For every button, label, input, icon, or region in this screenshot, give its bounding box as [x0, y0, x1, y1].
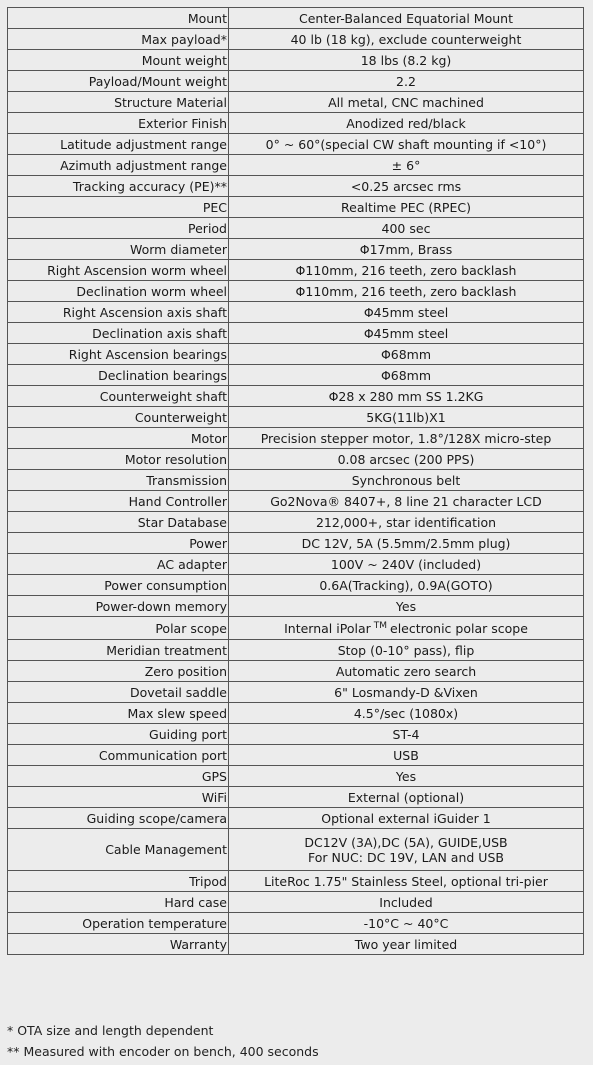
spec-value: Yes — [229, 596, 584, 617]
spec-value: 0° ~ 60°(special CW shaft mounting if <10°) — [229, 134, 584, 155]
spec-row — [8, 512, 584, 533]
spec-value: Φ110mm, 216 teeth, zero backlash — [229, 260, 584, 281]
spec-row — [8, 787, 584, 808]
spec-label: Declination worm wheel — [8, 281, 229, 302]
spec-value: Yes — [229, 766, 584, 787]
spec-label: Dovetail saddle — [8, 682, 229, 703]
spec-row — [8, 323, 584, 344]
spec-label: Max slew speed — [8, 703, 229, 724]
spec-label: Counterweight shaft — [8, 386, 229, 407]
spec-label: Power — [8, 533, 229, 554]
spec-value — [229, 829, 584, 871]
spec-value: 6" Losmandy-D &Vixen — [229, 682, 584, 703]
spec-label: Right Ascension bearings — [8, 344, 229, 365]
spec-label: Guiding scope/camera — [8, 808, 229, 829]
spec-label: Mount — [8, 8, 229, 29]
spec-label: Declination bearings — [8, 365, 229, 386]
spec-row-cable-management — [8, 829, 584, 871]
spec-value: USB — [229, 745, 584, 766]
polar-scope-value-text: Internal iPolar — [284, 620, 371, 636]
spec-label: Exterior Finish — [8, 113, 229, 134]
spec-row — [8, 176, 584, 197]
spec-label: Right Ascension worm wheel — [8, 260, 229, 281]
spec-value: Φ110mm, 216 teeth, zero backlash — [229, 281, 584, 302]
spec-row — [8, 745, 584, 766]
spec-row — [8, 682, 584, 703]
spec-value: Automatic zero search — [229, 661, 584, 682]
spec-label: Meridian treatment — [8, 640, 229, 661]
spec-row — [8, 113, 584, 134]
spec-row — [8, 365, 584, 386]
polar-scope-value-text-rest: electronic polar scope — [390, 620, 528, 636]
spec-value: Precision stepper motor, 1.8°/128X micro-step — [229, 428, 584, 449]
footnote-encoder: ** Measured with encoder on bench, 400 seconds — [7, 1044, 319, 1059]
spec-value: 4.5°/sec (1080x) — [229, 703, 584, 724]
spec-row — [8, 302, 584, 323]
spec-label: Payload/Mount weight — [8, 71, 229, 92]
spec-label: Tripod — [8, 871, 229, 892]
spec-row — [8, 892, 584, 913]
spec-label: Zero position — [8, 661, 229, 682]
spec-row — [8, 386, 584, 407]
spec-label: Polar scope — [8, 617, 229, 640]
spec-value: Φ68mm — [229, 344, 584, 365]
spec-label: AC adapter — [8, 554, 229, 575]
spec-row — [8, 71, 584, 92]
spec-value: Realtime PEC (RPEC) — [229, 197, 584, 218]
spec-row — [8, 134, 584, 155]
spec-label: Declination axis shaft — [8, 323, 229, 344]
spec-row — [8, 407, 584, 428]
footnotes — [7, 1020, 319, 1062]
spec-row — [8, 260, 584, 281]
spec-value: -10°C ~ 40°C — [229, 913, 584, 934]
spec-label: Operation temperature — [8, 913, 229, 934]
spec-value — [229, 617, 584, 640]
spec-value: ST-4 — [229, 724, 584, 745]
spec-row — [8, 491, 584, 512]
spec-label: Structure Material — [8, 92, 229, 113]
spec-row — [8, 766, 584, 787]
spec-value: <0.25 arcsec rms — [229, 176, 584, 197]
spec-row — [8, 533, 584, 554]
spec-row — [8, 913, 584, 934]
spec-label: Star Database — [8, 512, 229, 533]
spec-row — [8, 92, 584, 113]
spec-row — [8, 808, 584, 829]
spec-value: All metal, CNC machined — [229, 92, 584, 113]
spec-row — [8, 155, 584, 176]
spec-value: Φ17mm, Brass — [229, 239, 584, 260]
spec-row — [8, 197, 584, 218]
spec-value: Center-Balanced Equatorial Mount — [229, 8, 584, 29]
spec-row — [8, 724, 584, 745]
spec-row — [8, 554, 584, 575]
spec-value: Φ28 x 280 mm SS 1.2KG — [229, 386, 584, 407]
spec-label: Latitude adjustment range — [8, 134, 229, 155]
spec-label: Communication port — [8, 745, 229, 766]
spec-label: Guiding port — [8, 724, 229, 745]
spec-row — [8, 470, 584, 491]
spec-value: 18 lbs (8.2 kg) — [229, 50, 584, 71]
spec-row — [8, 640, 584, 661]
spec-value: 40 lb (18 kg), exclude counterweight — [229, 29, 584, 50]
spec-value: External (optional) — [229, 787, 584, 808]
spec-label: Tracking accuracy (PE)** — [8, 176, 229, 197]
spec-label: Power consumption — [8, 575, 229, 596]
spec-value: Go2Nova® 8407+, 8 line 21 character LCD — [229, 491, 584, 512]
spec-label: Right Ascension axis shaft — [8, 302, 229, 323]
spec-label: Worm diameter — [8, 239, 229, 260]
spec-value: 400 sec — [229, 218, 584, 239]
spec-row — [8, 934, 584, 955]
spec-value: Φ45mm steel — [229, 323, 584, 344]
spec-label: Hard case — [8, 892, 229, 913]
spec-row — [8, 428, 584, 449]
spec-label: Counterweight — [8, 407, 229, 428]
spec-label: Motor — [8, 428, 229, 449]
spec-value: Two year limited — [229, 934, 584, 955]
spec-value: LiteRoc 1.75" Stainless Steel, optional tri-pier — [229, 871, 584, 892]
spec-label: Power-down memory — [8, 596, 229, 617]
spec-row-polar-scope — [8, 617, 584, 640]
spec-row — [8, 596, 584, 617]
spec-row — [8, 8, 584, 29]
spec-value: Included — [229, 892, 584, 913]
spec-value: Φ68mm — [229, 365, 584, 386]
spec-label: Motor resolution — [8, 449, 229, 470]
spec-label: WiFi — [8, 787, 229, 808]
spec-row — [8, 703, 584, 724]
spec-value: ± 6° — [229, 155, 584, 176]
spec-row — [8, 281, 584, 302]
spec-row — [8, 239, 584, 260]
spec-value: Anodized red/black — [229, 113, 584, 134]
spec-label: Period — [8, 218, 229, 239]
spec-label: Warranty — [8, 934, 229, 955]
footnote-ota: * OTA size and length dependent — [7, 1023, 214, 1038]
spec-value: Φ45mm steel — [229, 302, 584, 323]
spec-row — [8, 871, 584, 892]
spec-value: 212,000+, star identification — [229, 512, 584, 533]
spec-label: Max payload* — [8, 29, 229, 50]
spec-value: Synchronous belt — [229, 470, 584, 491]
spec-row — [8, 29, 584, 50]
spec-row — [8, 50, 584, 71]
trademark-superscript: TM — [373, 620, 388, 631]
spec-value: DC 12V, 5A (5.5mm/2.5mm plug) — [229, 533, 584, 554]
spec-value: Stop (0-10° pass), flip — [229, 640, 584, 661]
spec-label: PEC — [8, 197, 229, 218]
spec-table — [7, 7, 584, 955]
spec-value: Optional external iGuider 1 — [229, 808, 584, 829]
spec-value: 2.2 — [229, 71, 584, 92]
spec-table-body — [8, 8, 584, 955]
spec-row — [8, 449, 584, 470]
spec-value-line-1: DC12V (3A),DC (5A), GUIDE,USB — [304, 834, 508, 850]
spec-label: Azimuth adjustment range — [8, 155, 229, 176]
spec-value: 0.08 arcsec (200 PPS) — [229, 449, 584, 470]
spec-row — [8, 661, 584, 682]
spec-label: Hand Controller — [8, 491, 229, 512]
spec-row — [8, 218, 584, 239]
spec-label: GPS — [8, 766, 229, 787]
spec-value: 5KG(11lb)X1 — [229, 407, 584, 428]
spec-label: Mount weight — [8, 50, 229, 71]
spec-label: Transmission — [8, 470, 229, 491]
spec-row — [8, 344, 584, 365]
spec-label: Cable Management — [8, 829, 229, 871]
spec-value: 0.6A(Tracking), 0.9A(GOTO) — [229, 575, 584, 596]
spec-value: 100V ~ 240V (included) — [229, 554, 584, 575]
spec-row — [8, 575, 584, 596]
spec-value-line-2: For NUC: DC 19V, LAN and USB — [308, 849, 504, 865]
